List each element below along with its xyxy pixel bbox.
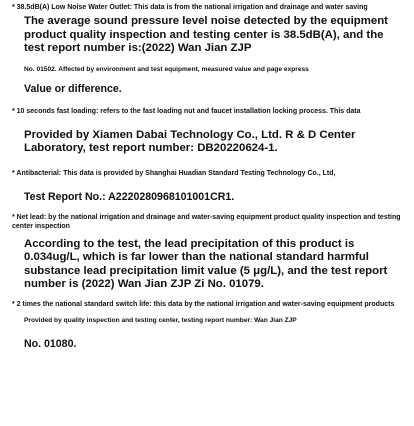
net-lead-note: * Net lead: by the national irrigation and drainage and water-saving equipment product quality inspection and testing center inspection <box>12 213 401 230</box>
noise-detail: The average sound pressure level noise detected by the equipment product quality inspection and testing center is 38.5dB(A), and the test report number is:(2022) Wan Jian ZJP <box>24 15 388 54</box>
switch-life-note: * 2 times the national standard switch life: this data by the national irrigation and water-saving equipment products <box>12 300 395 308</box>
noise-note: * 38.5dB(A) Low Noise Water Outlet: This data is from the national irrigation and drainage and water saving <box>12 4 368 11</box>
fast-loading-detail: Provided by Xiamen Dabai Technology Co., Ltd. R & D Center Laboratory, test report number: DB20220624-1. <box>24 128 356 154</box>
noise-value-line: Value or difference. <box>24 82 122 95</box>
antibacterial-note: * Antibacterial: This data is provided by Shanghai Huadian Standard Testing Technology Co., Ltd, <box>12 169 336 177</box>
net-lead-detail: According to the test, the lead precipitation of this product is 0.034ug/L, which is far lower than the national standard harmful substance lead precipitation limit value (5 μg/L), and the test report number is (2022) Wan Jian ZJP Zi No. 01079. <box>24 237 388 290</box>
noise-report-line: No. 01502. Affected by environment and test equipment, measured value and page express <box>24 65 309 73</box>
switch-life-report-line: Provided by quality inspection and testing center, testing report number: Wan Jian ZJP <box>24 316 297 324</box>
fast-loading-note: * 10 seconds fast loading: refers to the fast loading nut and faucet installation locking process. This data <box>12 107 361 115</box>
antibacterial-report: Test Report No.: A2220280968101001CR1. <box>24 190 235 203</box>
switch-life-report-number: No. 01080. <box>24 337 77 350</box>
